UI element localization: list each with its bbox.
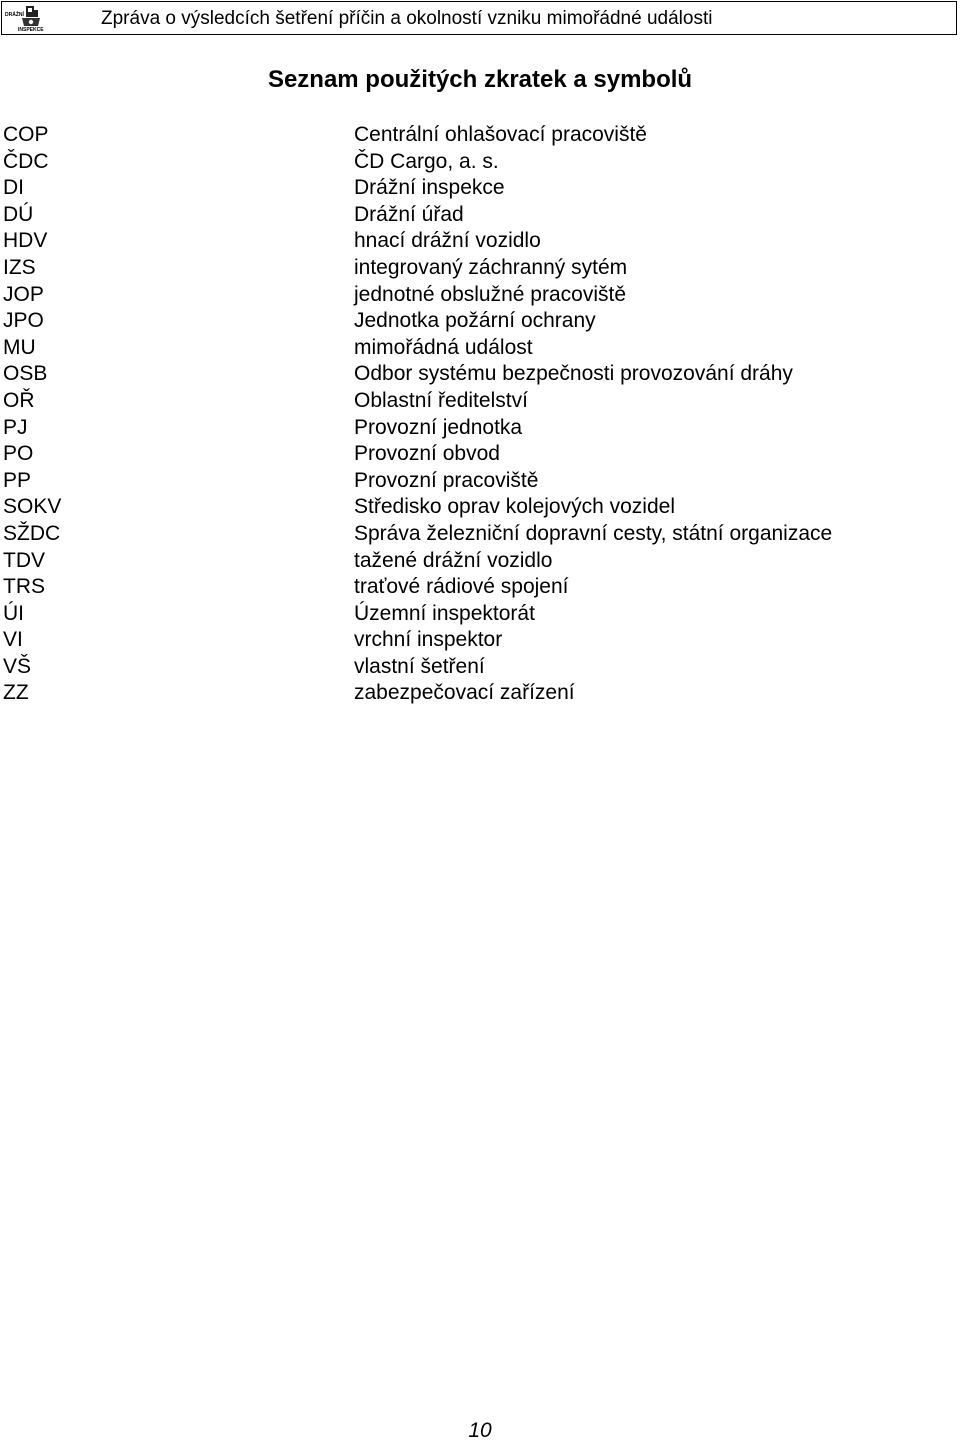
abbreviation-row <box>3 654 953 681</box>
abbreviation-code: JOP <box>3 282 44 306</box>
page-heading: Seznam použitých zkratek a symbolů <box>267 66 693 93</box>
abbreviation-meaning: Jednotka požární ochrany <box>354 309 596 333</box>
logo-text-bottom: INSPEKCE <box>18 27 44 32</box>
logo-text-top: DRÁŽNÍ <box>5 12 24 18</box>
abbreviation-row <box>3 308 953 335</box>
abbreviation-code: VŠ <box>3 654 32 678</box>
abbreviation-code: COP <box>3 123 49 146</box>
abbreviation-meaning: Oblastní ředitelství <box>354 388 528 412</box>
abbreviation-row <box>3 361 953 388</box>
abbreviation-meaning: integrovaný záchranný sytém <box>354 255 628 279</box>
abbreviation-code: OŘ <box>3 388 35 412</box>
abbreviation-list <box>3 122 953 707</box>
abbreviation-row <box>3 680 953 707</box>
abbreviation-row <box>3 494 953 521</box>
abbreviation-meaning: Centrální ohlašovací pracoviště <box>354 123 647 146</box>
abbreviation-code: OSB <box>3 362 48 386</box>
abbreviation-meaning: Územní inspektorát <box>354 601 535 625</box>
abbreviation-code: PJ <box>3 415 28 439</box>
header-title: Zpráva o výsledcích šetření příčin a okolností vzniku mimořádné události <box>101 8 713 29</box>
abbreviation-meaning: Provozní pracoviště <box>354 468 539 492</box>
page-heading-wrapper <box>0 63 960 97</box>
abbreviation-row <box>3 601 953 628</box>
abbreviation-meaning: hnací drážní vozidlo <box>354 229 541 253</box>
abbreviation-row <box>3 521 953 548</box>
abbreviation-code: MU <box>3 335 36 359</box>
abbreviation-meaning: Provozní obvod <box>354 442 500 466</box>
abbreviation-row <box>3 627 953 654</box>
abbreviation-row <box>3 149 953 176</box>
abbreviation-code: PP <box>3 468 32 492</box>
abbreviation-row <box>3 415 953 442</box>
page-number: 10 <box>468 1419 492 1442</box>
page-number-wrapper <box>0 1418 960 1444</box>
abbreviation-code: SOKV <box>3 495 62 519</box>
abbreviation-meaning: mimořádná událost <box>354 335 533 359</box>
abbreviation-meaning: vrchní inspektor <box>354 628 503 652</box>
abbreviation-meaning: traťové rádiové spojení <box>354 575 569 599</box>
abbreviation-row <box>3 388 953 415</box>
abbreviation-meaning: tažené drážní vozidlo <box>354 548 553 572</box>
abbreviation-meaning: Správa železniční dopravní cesty, státní organizace <box>354 521 833 545</box>
abbreviation-code: SŽDC <box>3 521 61 545</box>
abbreviation-meaning: ČD Cargo, a. s. <box>354 149 499 173</box>
abbreviation-code: DÚ <box>3 202 34 226</box>
abbreviation-row <box>3 228 953 255</box>
abbreviation-meaning: Odbor systému bezpečnosti provozování dráhy <box>354 362 793 386</box>
abbreviation-code: PO <box>3 442 34 466</box>
abbreviation-meaning: Středisko oprav kolejových vozidel <box>354 495 675 519</box>
abbreviation-meaning: Provozní jednotka <box>354 415 523 439</box>
abbreviation-row <box>3 574 953 601</box>
abbreviation-code: ÚI <box>3 601 24 625</box>
abbreviation-code: HDV <box>3 229 48 253</box>
abbreviation-meaning: Drážní inspekce <box>354 176 505 200</box>
abbreviation-row <box>3 122 953 149</box>
abbreviation-row <box>3 175 953 202</box>
abbreviation-meaning: vlastní šetření <box>354 654 485 678</box>
abbreviation-meaning: zabezpečovací zařízení <box>354 681 575 705</box>
abbreviation-row <box>3 548 953 575</box>
abbreviation-code: IZS <box>3 255 36 279</box>
abbreviation-code: ZZ <box>3 681 29 705</box>
drazni-inspekce-logo <box>4 4 44 32</box>
abbreviation-row <box>3 202 953 229</box>
abbreviation-row <box>3 282 953 309</box>
abbreviation-code: VI <box>3 628 23 652</box>
page-header <box>1 1 957 35</box>
abbreviation-meaning: Drážní úřad <box>354 202 464 226</box>
abbreviation-code: TDV <box>3 548 45 572</box>
abbreviation-row <box>3 441 953 468</box>
abbreviation-row <box>3 335 953 362</box>
abbreviation-code: TRS <box>3 575 45 599</box>
abbreviation-meaning: jednotné obslužné pracoviště <box>354 282 627 306</box>
abbreviation-row <box>3 255 953 282</box>
abbreviation-code: ČDC <box>3 149 49 173</box>
abbreviation-row <box>3 468 953 495</box>
abbreviation-code: JPO <box>3 309 44 333</box>
abbreviation-code: DI <box>3 176 24 200</box>
